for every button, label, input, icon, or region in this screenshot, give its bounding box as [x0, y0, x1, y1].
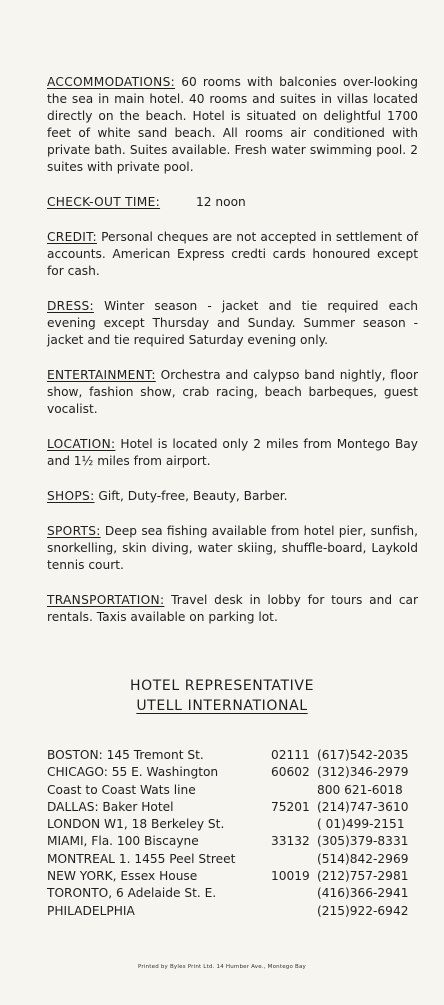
office-zip: 02111: [271, 748, 310, 762]
office-phone: (215)922-6942: [317, 903, 409, 918]
section-accommodations: [47, 74, 418, 176]
section-check-out-time: [47, 194, 418, 211]
office-phone: (514)842-2969: [317, 851, 409, 866]
office-phone: (214)747-3610: [317, 799, 409, 814]
office-phone: ( 01)499-2151: [317, 817, 405, 832]
section-entertainment: [47, 367, 418, 418]
office-city: MONTREAL 1. 1455 Peel Street: [47, 851, 236, 866]
section-heading: ACCOMMODATIONS:: [47, 75, 176, 89]
representative-line-1: HOTEL REPRESENTATIVE: [129, 678, 315, 694]
printer-credit: Printed by Byles Print Ltd. 14 Humber Ave., Montego Bay: [137, 964, 306, 970]
section-text: Deep sea fishing available from hotel pier, sunfish, snorkelling, skin diving, water skiing, shuffle-board, Laykold tennis court.: [47, 524, 418, 572]
office-city: TORONTO, 6 Adelaide St. E.: [47, 886, 217, 901]
section-text: Gift, Duty-free, Beauty, Barber.: [94, 489, 288, 503]
section-text: 60 rooms with balconies over-looking the sea in main hotel. 40 rooms and suites in villas located directly on the beach. Hotel is situated on delightful 1700 feet of white sand beach. All rooms air conditioned with private bath. Suites available. Fresh water swimming pool. 2 suites with private pool.: [47, 75, 418, 174]
office-zip: [271, 903, 317, 920]
office-phone: (312)346-2979: [317, 765, 409, 780]
section-text: Personal cheques are not accepted in settlement of accounts. American Express credti cards honoured except for cash.: [47, 230, 418, 278]
office-row: [47, 799, 413, 816]
office-row: [47, 903, 413, 920]
office-phone: (212)757-2981: [317, 869, 409, 884]
office-phone: 800 621-6018: [317, 782, 403, 797]
office-row: [47, 851, 413, 868]
section-heading: DRESS:: [47, 299, 94, 313]
section-heading: TRANSPORTATION:: [47, 593, 165, 607]
section-text: 12 noon: [196, 195, 246, 209]
office-row: [47, 868, 413, 885]
section-heading: CREDIT:: [47, 230, 97, 244]
section-sports: [47, 523, 418, 574]
hotel-info-sections: [0, 74, 444, 644]
office-zip: 10019: [271, 869, 310, 884]
office-row: [47, 885, 413, 902]
office-city: BOSTON: 145 Tremont St.: [47, 748, 204, 762]
office-zip: 60602: [271, 765, 310, 780]
section-location: [47, 436, 418, 470]
office-city: MIAMI, Fla. 100 Biscayne: [47, 834, 199, 849]
office-zip: [271, 782, 317, 799]
office-zip: [271, 816, 317, 833]
office-row: [47, 782, 413, 799]
section-heading: SPORTS:: [47, 524, 101, 538]
section-heading: CHECK-OUT TIME:: [47, 195, 161, 209]
office-list: [47, 747, 413, 920]
section-text: Travel desk in lobby for tours and car rentals. Taxis available on parking lot.: [47, 593, 418, 624]
office-city: PHILADELPHIA: [47, 903, 135, 918]
office-city: CHICAGO: 55 E. Washington: [47, 765, 219, 780]
office-row: [47, 747, 413, 764]
office-row: [47, 833, 413, 850]
section-heading: SHOPS:: [47, 489, 95, 503]
office-phone: (305)379-8331: [317, 834, 409, 849]
representative-line-2: UTELL INTERNATIONAL: [136, 698, 308, 714]
section-text: Winter season - jacket and tie required each evening except Thursday and Sunday. Summer season - jacket and tie required Saturday evening only.: [47, 299, 418, 347]
section-transportation: [47, 592, 418, 626]
section-text: Orchestra and calypso band nightly, floor show, fashion show, crab racing, beach barbeques, guest vocalist.: [47, 368, 418, 416]
office-city: LONDON W1, 18 Berkeley St.: [47, 817, 225, 832]
section-heading: ENTERTAINMENT:: [47, 368, 156, 382]
office-phone: (416)366-2941: [317, 886, 409, 901]
office-zip: 75201: [271, 799, 310, 814]
section-dress: [47, 298, 418, 349]
office-zip: [271, 885, 317, 902]
section-credit: [47, 229, 418, 280]
section-shops: [47, 488, 418, 505]
section-heading: LOCATION:: [47, 437, 116, 451]
hotel-representative-heading: [0, 676, 444, 716]
office-city: NEW YORK, Essex House: [47, 869, 198, 884]
office-row: [47, 816, 413, 833]
office-zip: 33132: [271, 834, 310, 849]
office-row: [47, 764, 413, 781]
office-phone: (617)542-2035: [317, 748, 409, 762]
section-text: Hotel is located only 2 miles from Montego Bay and 1½ miles from airport.: [47, 437, 418, 468]
office-city: DALLAS: Baker Hotel: [47, 799, 174, 814]
office-city: Coast to Coast Wats line: [47, 782, 196, 797]
office-zip: [271, 851, 317, 868]
